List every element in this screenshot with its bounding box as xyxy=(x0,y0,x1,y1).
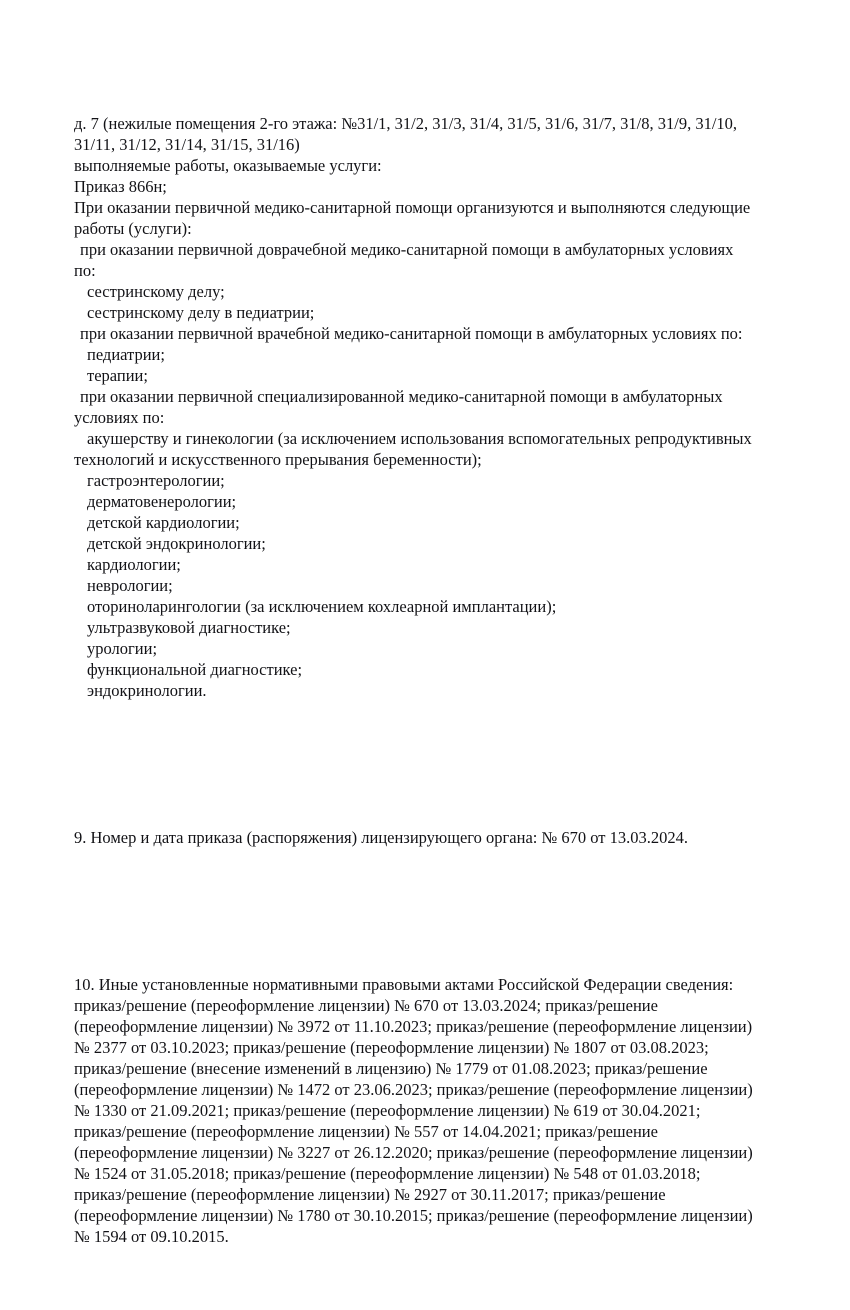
text-line: урологии; xyxy=(87,639,158,658)
text-line: работы (услуги): xyxy=(74,219,192,238)
text-line: неврологии; xyxy=(87,576,173,595)
text-line: детской эндокринологии; xyxy=(87,534,266,553)
text-line: 31/11, 31/12, 31/14, 31/15, 31/16) xyxy=(74,135,300,154)
document-body xyxy=(74,50,790,1310)
text-line: Приказ 866н; xyxy=(74,177,167,196)
text-line: приказ/решение (переоформление лицензии) № 670 от 13.03.2024; приказ/решение xyxy=(74,996,658,1015)
text-line: приказ/решение (переоформление лицензии) № 2927 от 30.11.2017; приказ/решение xyxy=(74,1185,666,1204)
text-line: сестринскому делу в педиатрии; xyxy=(87,303,315,322)
text-line: при оказании первичной специализированной медико-санитарной помощи в амбулаторных xyxy=(80,387,723,406)
text-line: оториноларингологии (за исключением кохлеарной имплантации); xyxy=(87,597,557,616)
text-line: д. 7 (нежилые помещения 2-го этажа: №31/1, 31/2, 31/3, 31/4, 31/5, 31/6, 31/7, 31/8, 31/9, 31/10, xyxy=(74,114,738,133)
text-line: (переоформление лицензии) № 3972 от 11.10.2023; приказ/решение (переоформление лицензии) xyxy=(74,1017,753,1036)
text-line: технологий и искусственного прерывания беременности); xyxy=(74,450,482,469)
text-line: приказ/решение (переоформление лицензии) № 557 от 14.04.2021; приказ/решение xyxy=(74,1122,658,1141)
text-line: приказ/решение (внесение изменений в лицензию) № 1779 от 01.08.2023; приказ/решение xyxy=(74,1059,708,1078)
order-info-section xyxy=(74,785,790,890)
text-line: дерматовенерологии; xyxy=(87,492,237,511)
services-section xyxy=(74,113,790,701)
text-line: № 1594 от 09.10.2015. xyxy=(74,1227,229,1246)
text-line: 9. Номер и дата приказа (распоряжения) лицензирующего органа: № 670 от 13.03.2024. xyxy=(74,828,688,847)
text-line: сестринскому делу; xyxy=(87,282,225,301)
other-info-section xyxy=(74,974,790,1247)
text-line: гастроэнтерологии; xyxy=(87,471,225,490)
text-line: (переоформление лицензии) № 1780 от 30.10.2015; приказ/решение (переоформление лицензии) xyxy=(74,1206,753,1225)
text-line: по: xyxy=(74,261,96,280)
text-line: № 1330 от 21.09.2021; приказ/решение (переоформление лицензии) № 619 от 30.04.2021; xyxy=(74,1101,701,1120)
text-line: ультразвуковой диагностике; xyxy=(87,618,291,637)
text-line: кардиологии; xyxy=(87,555,181,574)
text-line: 10. Иные установленные нормативными правовыми актами Российской Федерации сведения: xyxy=(74,975,734,994)
text-line: (переоформление лицензии) № 1472 от 23.06.2023; приказ/решение (переоформление лицензии) xyxy=(74,1080,753,1099)
text-line: терапии; xyxy=(87,366,148,385)
text-line: № 1524 от 31.05.2018; приказ/решение (переоформление лицензии) № 548 от 01.03.2018; xyxy=(74,1164,701,1183)
text-line: условиях по: xyxy=(74,408,165,427)
text-line: выполняемые работы, оказываемые услуги: xyxy=(74,156,382,175)
text-line: эндокринологии. xyxy=(87,681,207,700)
text-line: педиатрии; xyxy=(87,345,165,364)
text-line: при оказании первичной доврачебной медико-санитарной помощи в амбулаторных условиях xyxy=(80,240,734,259)
text-line: При оказании первичной медико-санитарной помощи организуются и выполняются следующие xyxy=(74,198,751,217)
text-line: № 2377 от 03.10.2023; приказ/решение (переоформление лицензии) № 1807 от 03.08.2023; xyxy=(74,1038,709,1057)
text-line: (переоформление лицензии) № 3227 от 26.12.2020; приказ/решение (переоформление лицензии) xyxy=(74,1143,753,1162)
text-line: функциональной диагностике; xyxy=(87,660,303,679)
text-line: акушерству и гинекологии (за исключением использования вспомогательных репродуктивных xyxy=(87,429,752,448)
text-line: детской кардиологии; xyxy=(87,513,240,532)
text-line: при оказании первичной врачебной медико-санитарной помощи в амбулаторных условиях по: xyxy=(80,324,743,343)
